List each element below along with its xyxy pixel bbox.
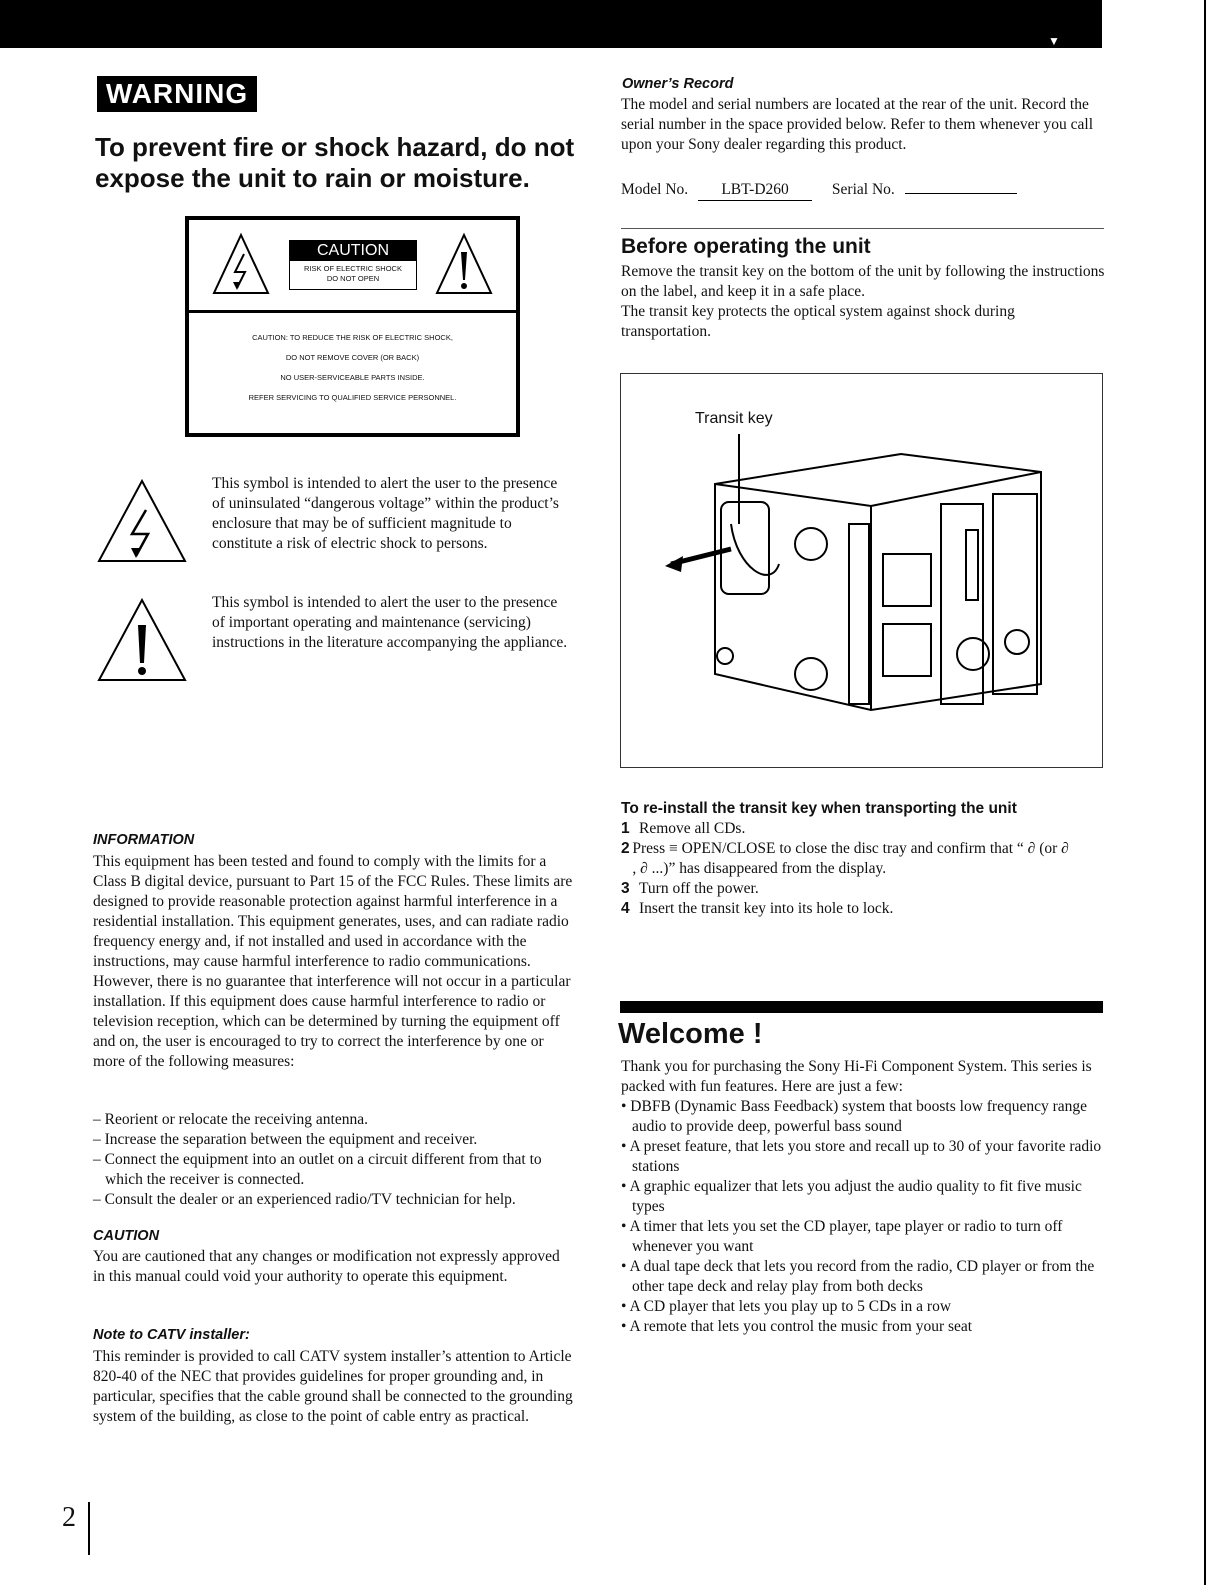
serial-blank [905, 177, 1017, 194]
exclamation-triangle-icon [434, 232, 494, 296]
lightning-triangle-icon [96, 478, 188, 564]
step-number: 3 [621, 880, 630, 897]
step-item [621, 899, 1071, 919]
caution-label-box [185, 216, 520, 437]
transit-key-label: Transit key [695, 410, 773, 427]
feature-item: • A CD player that lets you play up to 5 CDs in a row [621, 1298, 952, 1315]
exclamation-symbol-text: This symbol is intended to alert the user to the presence of important operating and maintenance (servicing) instructions in the literature accompanying the appliance. [212, 594, 568, 651]
warning-headline: To prevent fire or shock hazard, do not expose the unit to rain or moisture. [95, 132, 575, 193]
caution-label [289, 240, 417, 290]
caution-label-lines [189, 328, 516, 408]
catv-heading: Note to CATV installer: [93, 1327, 250, 1343]
step-text: Turn off the power. [639, 880, 759, 897]
caution-line: CAUTION: TO REDUCE THE RISK OF ELECTRIC SHOCK, [252, 333, 453, 342]
caution-label-head: CAUTION [290, 241, 416, 261]
welcome-features [621, 1097, 1106, 1337]
lightning-symbol-text: This symbol is intended to alert the user to the presence of uninsulated “dangerous voltage” within the product’s enclosure that may be of sufficient magnitude to constitute a risk of electric shock to persons. [212, 475, 559, 552]
feature-item: • A dual tape deck that lets you record from the radio, CD player or from the other tape deck and relay play from both decks [621, 1258, 1095, 1295]
reinstall-heading: To re-install the transit key when transporting the unit [621, 800, 1017, 817]
feature-item: • A graphic equalizer that lets you adjust the audio quality to fit five music types [621, 1178, 1082, 1215]
before-text-1: Remove the transit key on the bottom of the unit by following the instructions on the label, and keep it in a safe place. [621, 263, 1105, 300]
feature-item: • A preset feature, that lets you store and recall up to 30 of your favorite radio stations [621, 1138, 1102, 1175]
serial-label: Serial No. [831, 181, 895, 198]
corner-mark: ▼ [1048, 34, 1060, 48]
model-serial-line [621, 177, 1106, 201]
information-measures [93, 1110, 575, 1210]
model-label: Model No. [621, 181, 689, 198]
feature-item: • A timer that lets you set the CD player, tape player or radio to turn off whenever you want [621, 1218, 1063, 1255]
step-number: 2 [621, 840, 630, 857]
measure-item: – Connect the equipment into an outlet on a circuit different from that to which the receiver is connected. [93, 1151, 542, 1188]
caution-heading: CAUTION [93, 1228, 160, 1244]
page-number: 2 [62, 1502, 76, 1533]
caution-line: DO NOT REMOVE COVER (OR BACK) [285, 353, 420, 362]
page-number-rule [88, 1502, 90, 1555]
welcome-rule [620, 1001, 1103, 1013]
before-heading: Before operating the unit [621, 235, 871, 258]
before-text-2: The transit key protects the optical system against shock during transportation. [621, 303, 1015, 340]
feature-item: • A remote that lets you control the music from your seat [621, 1318, 973, 1335]
warning-badge: WARNING [97, 76, 257, 112]
exclamation-triangle-icon [96, 597, 188, 683]
caution-line: REFER SERVICING TO QUALIFIED SERVICE PERSONNEL. [248, 393, 457, 402]
owners-record-heading: Owner’s Record [622, 76, 734, 92]
caution-text: You are cautioned that any changes or modification not expressly approved in this manual could void your authority to operate this equipment. [93, 1248, 560, 1285]
step-item [621, 839, 1071, 879]
section-divider [621, 228, 1104, 229]
measure-item: – Increase the separation between the equipment and receiver. [93, 1131, 478, 1148]
step-text: Press ≡ OPEN/CLOSE to close the disc tray and confirm that “ ∂ (or ∂ , ∂ ...)” has disappeared from the display. [632, 840, 1069, 877]
information-paragraph: This equipment has been tested and found to comply with the limits for a Class B digital device, pursuant to Part 15 of the FCC Rules. These limits are designed to provide reasonable protection against harmful interference in a residential installation. This equipment generates, uses, and can radiate radio frequency energy and, if not installed and used in accordance with the instructions, may cause harmful interference to radio communications. However, there is no guarantee that interference will not occur in a particular installation. If this equipment does cause harmful interference to radio or television reception, which can be determined by turning the equipment off and on, the user is encouraged to try to correct the interference by one or more of the following measures: [93, 853, 573, 1070]
stereo-unit-illustration [621, 374, 1102, 767]
measure-item: – Reorient or relocate the receiving antenna. [93, 1111, 368, 1128]
information-heading: INFORMATION [93, 832, 195, 848]
welcome-intro: Thank you for purchasing the Sony Hi-Fi Component System. This series is packed with fun features. Here are just a few: [621, 1058, 1092, 1095]
model-value: LBT-D260 [698, 180, 812, 201]
caution-label-sub1: RISK OF ELECTRIC SHOCK [304, 264, 402, 273]
step-number: 1 [621, 820, 630, 837]
measure-item: – Consult the dealer or an experienced radio/TV technician for help. [93, 1191, 516, 1208]
step-text: Remove all CDs. [639, 820, 746, 837]
reinstall-steps [621, 819, 1071, 919]
step-text: Insert the transit key into its hole to lock. [639, 900, 894, 917]
top-black-bar [0, 0, 1102, 48]
transit-key-figure [620, 373, 1103, 768]
page-edge-rule [1204, 0, 1206, 1585]
caution-line: NO USER-SERVICEABLE PARTS INSIDE. [280, 373, 425, 382]
caution-label-sub2: DO NOT OPEN [326, 274, 380, 283]
feature-item: • DBFB (Dynamic Bass Feedback) system that boosts low frequency range audio to provide deep, powerful bass sound [621, 1098, 1088, 1135]
step-item [621, 819, 1071, 839]
welcome-heading: Welcome ! [618, 1018, 763, 1050]
owners-record-text: The model and serial numbers are located at the rear of the unit. Record the serial number in the space provided below. Refer to them whenever you call upon your Sony dealer regarding this product. [621, 96, 1094, 153]
lightning-triangle-icon [211, 232, 271, 296]
step-number: 4 [621, 900, 630, 917]
catv-text: This reminder is provided to call CATV system installer’s attention to Article 820-40 of the NEC that provides guidelines for proper grounding and, in particular, specifies that the cable ground shall be connected to the grounding system of the building, as close to the point of cable entry as practical. [93, 1348, 573, 1425]
step-item [621, 879, 1071, 899]
